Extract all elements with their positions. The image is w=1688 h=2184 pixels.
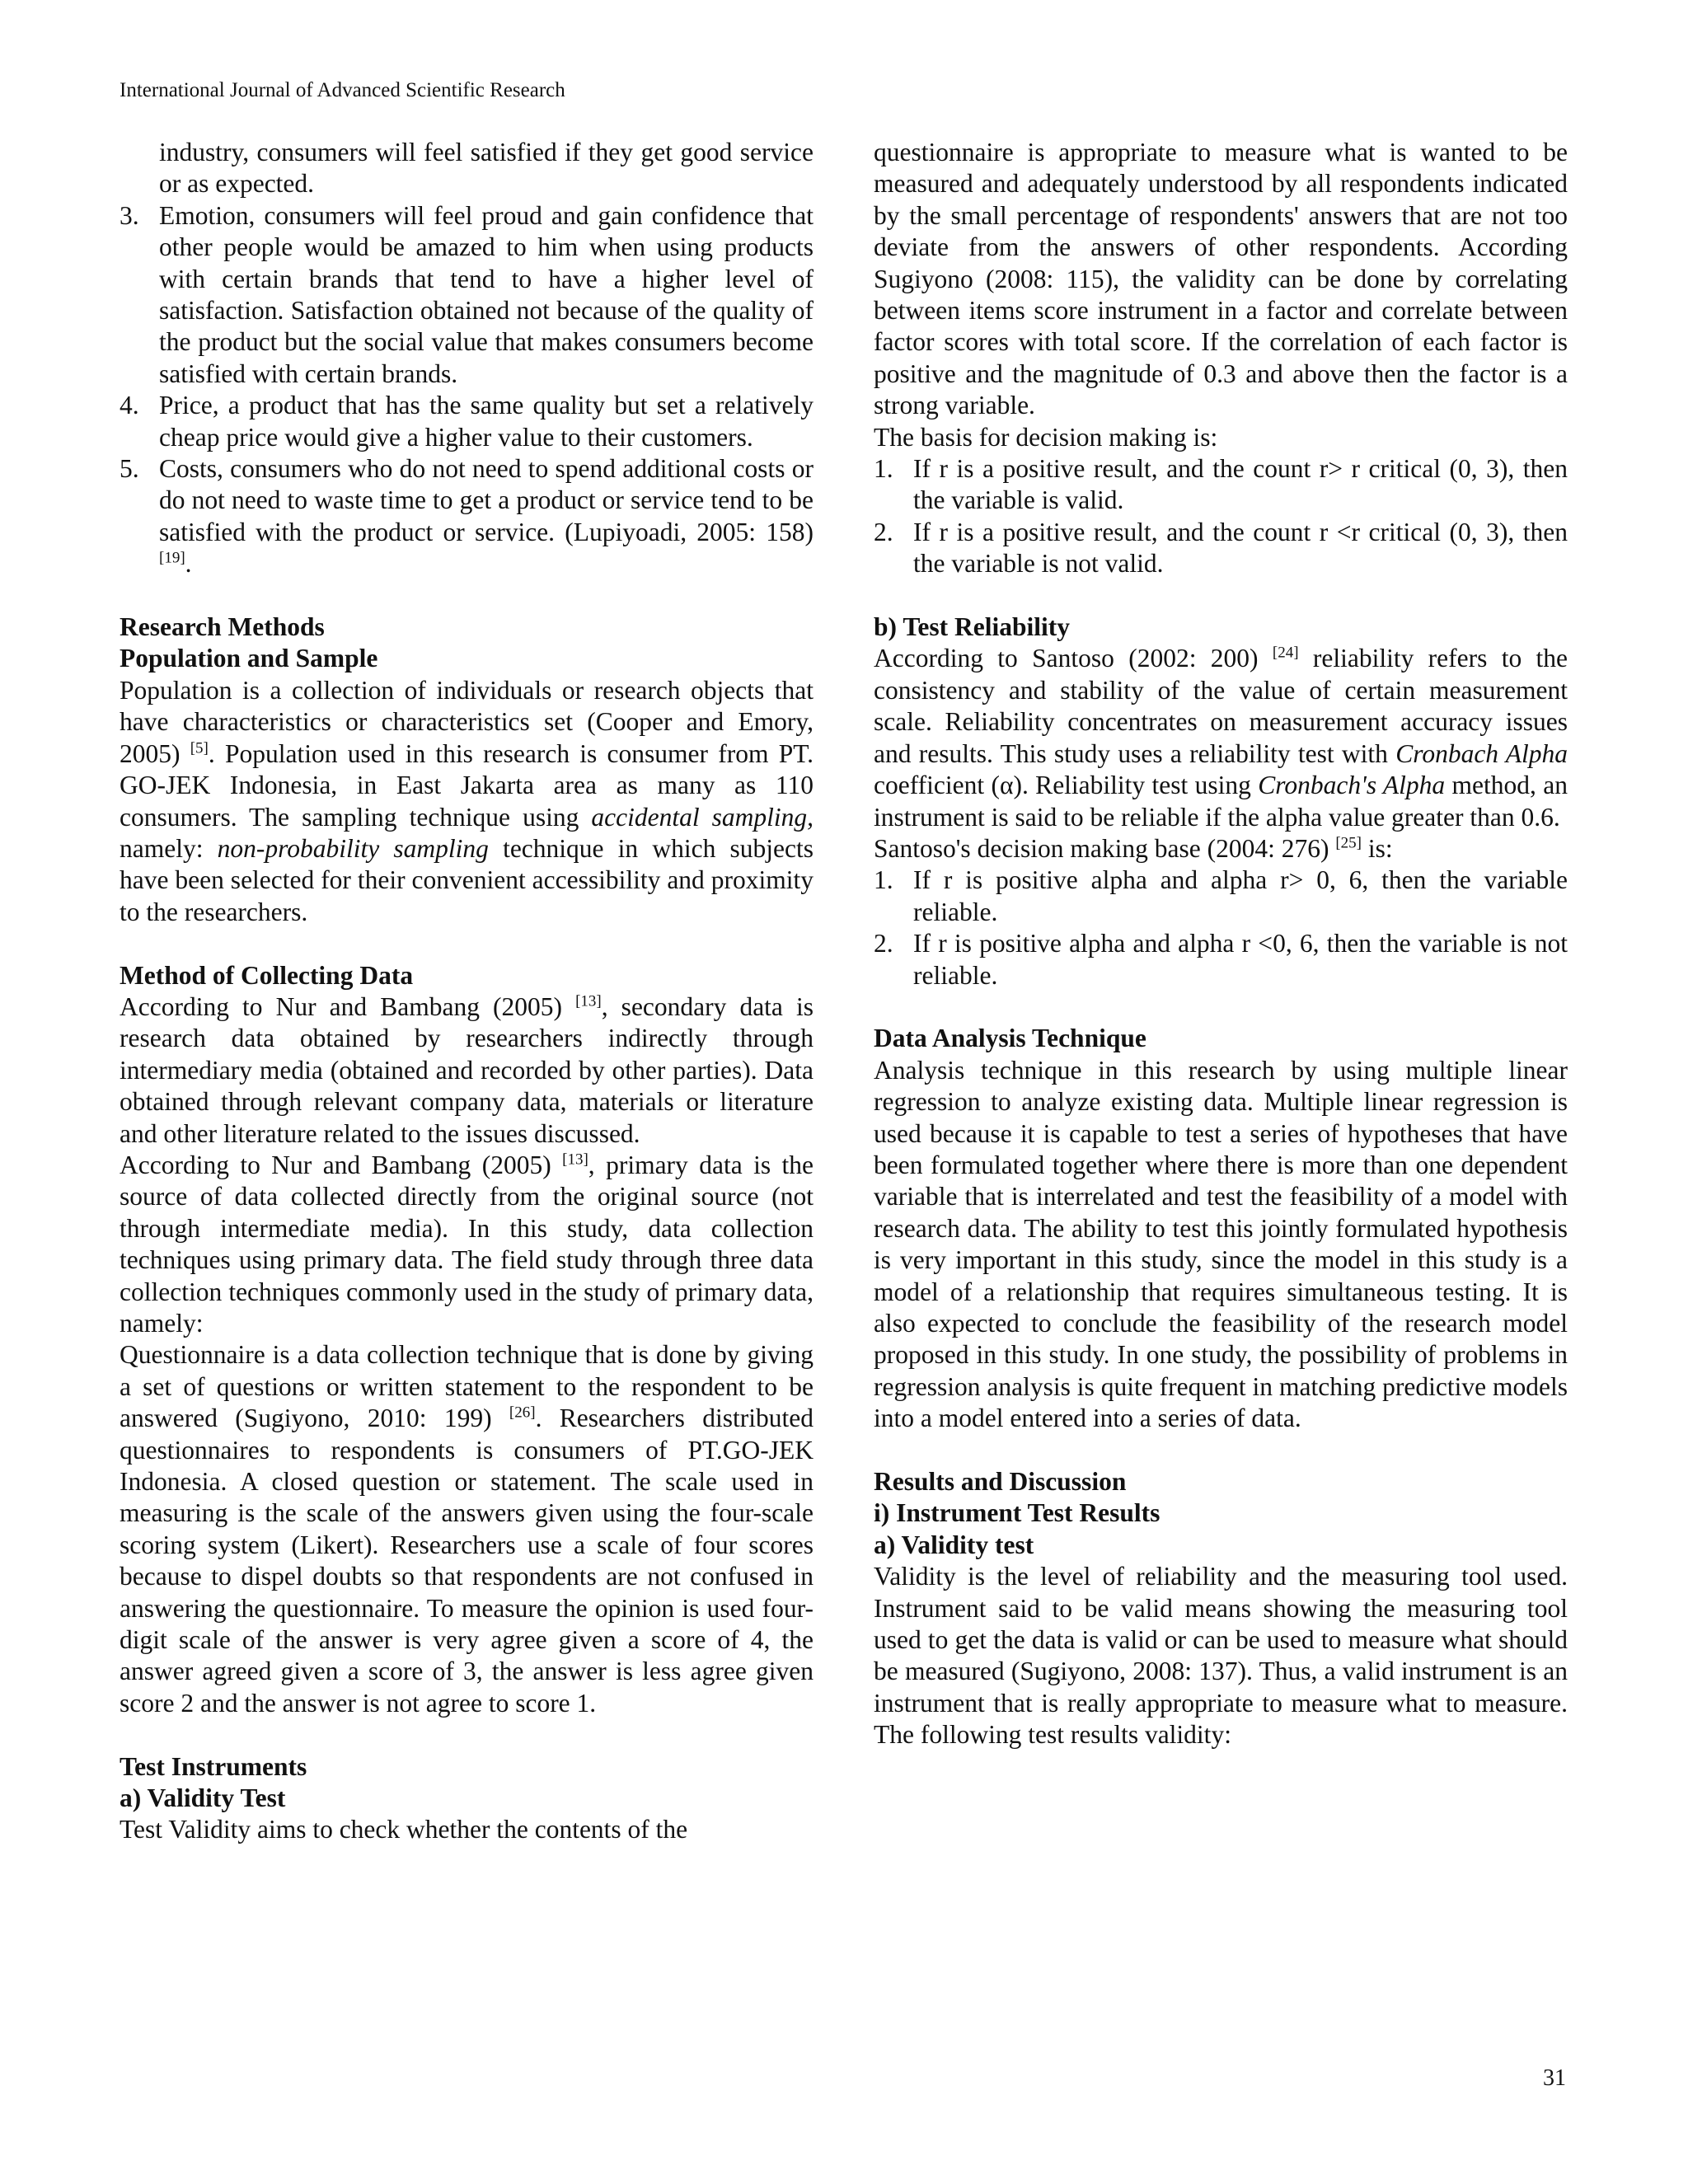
heading-validity-test-results: a) Validity test (874, 1530, 1034, 1559)
list-number: 3. (120, 200, 139, 230)
list-item (874, 453, 1568, 517)
citation: [5] (190, 739, 209, 757)
citation: [26] (509, 1404, 536, 1422)
heading-data-analysis: Data Analysis Technique (874, 1024, 1146, 1053)
list-number: 2. (874, 517, 893, 546)
paragraph-validity-start: Test Validity aims to check whether the contents of the (120, 1815, 688, 1844)
heading-test-reliability: b) Test Reliability (874, 612, 1071, 642)
heading-test-instruments: Test Instruments (120, 1751, 307, 1781)
paragraph-validity-results: Validity is the level of reliability and the measuring tool used. Instrument said to be valid means showing the measuring tool used to get the data is valid or can be used to measure what should be measured (Sugiyono, 2008: 137). Thus, a valid instrument is an instrument that is really appropriate to measure what to measure. The following test results validity: (874, 1562, 1568, 1750)
list-item (874, 865, 1568, 928)
list-item (120, 390, 814, 453)
paragraph-primary-data: According to Nur and Bambang (2005) [13], primary data is the source of data collected directly from the original source (not through intermediate media). In this study, data collection techniques using primary data. The field study through three data collection techniques commonly used in the study of primary data, namely: (120, 1150, 814, 1338)
citation: [25] (1335, 834, 1362, 852)
list-text: Price, a product that has the same quality but set a relatively cheap price would give a higher value to their customers. (159, 391, 814, 452)
citation: [19] (159, 549, 185, 567)
list-text: If r is a positive result, and the count r> r critical (0, 3), then the variable is valid. (913, 454, 1568, 515)
citation: [13] (575, 992, 602, 1010)
paragraph-data-analysis: Analysis technique in this research by using multiple linear regression to analyze existing data. Multiple linear regression is used because it is capable to test a series of hypotheses that have been formulated together where there is more than one dependent variable that is interrelated and test the feasibility of a model with research data. The ability to test this jointly formulated hypothesis is very important in this study, since the model in this study is a model of a relationship that requires simultaneous testing. It is also expected to conclude the feasibility of the research model proposed in this study. In one study, the possibility of problems in regression analysis is quite frequent in matching predictive models into a model entered into a series of data. (874, 1055, 1568, 1433)
list-item (120, 453, 814, 580)
paragraph-decision-basis: The basis for decision making is: (874, 422, 1218, 452)
list-number: 5. (120, 454, 139, 484)
heading-research-methods: Research Methods (120, 612, 325, 642)
heading-instrument-results: i) Instrument Test Results (874, 1498, 1160, 1528)
list-number: 1. (874, 454, 893, 484)
citation: [13] (562, 1151, 588, 1169)
paragraph-reliability: According to Santoso (2002: 200) [24] reliability refers to the consistency and stability of the value of certain measurement scale. Reliability concentrates on measurement accuracy issues and results. This study uses a reliability test with Cronbach Alpha coefficient (α). Reliability test using Cronbach's Alpha method, an instrument is said to be reliable if the alpha value greater than 0.6. (874, 644, 1568, 832)
list-number: 4. (120, 391, 139, 420)
journal-header: International Journal of Advanced Scientific Research (120, 79, 565, 101)
list-number: 1. (874, 865, 893, 895)
paragraph-validity-continued: questionnaire is appropriate to measure what is wanted to be measured and adequately understood by all respondents indicated by the small percentage of respondents' answers that are not too deviate from the answers of other respondents. According Sugiyono (2008: 115), the validity can be done by correlating between items score instrument in a factor and correlate between factor scores with total score. If the correlation of each factor is positive and the magnitude of 0.3 and above then the factor is a strong variable. (874, 138, 1568, 420)
right-column (874, 137, 1568, 1751)
list-text: If r is positive alpha and alpha r> 0, 6, then the variable reliable. (913, 865, 1568, 926)
paragraph-population: Population is a collection of individuals or research objects that have characteristics or characteristics set (Cooper and Emory, 2005) [5]. Population used in this research is consumer from PT. GO-JEK Indonesia, in East Jakarta area as many as 110 consumers. The sampling technique using accidental sampling, namely: non-probability sampling technique in which subjects have been selected for their convenient accessibility and proximity to the researchers. (120, 675, 814, 926)
page-number: 31 (1543, 2065, 1566, 2091)
list-text: Emotion, consumers will feel proud and gain confidence that other people would be amazed to him when using products with certain brands that tend to have a higher level of satisfaction. Satisfaction obtained not because of the quality of the product but the social value that makes consumers become satisfied with certain brands. (159, 200, 814, 388)
list-item (874, 928, 1568, 991)
paragraph-santoso-base: Santoso's decision making base (2004: 276) [25] is: (874, 833, 1393, 863)
heading-collecting-data: Method of Collecting Data (120, 960, 414, 990)
list-text-end: . (185, 549, 192, 579)
list-number: 2. (874, 929, 893, 958)
citation: [24] (1272, 644, 1299, 662)
list-item (120, 200, 814, 390)
paragraph-secondary-data: According to Nur and Bambang (2005) [13], secondary data is research data obtained by researchers indirectly through intermediary media (obtained and recorded by other parties). Data obtained through relevant company data, materials or literature and other literature related to the issues discussed. (120, 991, 814, 1148)
list-item-continuation: industry, consumers will feel satisfied if they get good service or as expected. (159, 138, 814, 199)
list-text: Costs, consumers who do not need to spend additional costs or do not need to waste time to get a product or service tend to be satisfied with the product or service. (Lupiyoadi, 2005: 158) (159, 454, 814, 546)
heading-validity-test: a) Validity Test (120, 1783, 286, 1813)
paragraph-questionnaire: Questionnaire is a data collection technique that is done by giving a set of questions or written statement to the respondent to be answered (Sugiyono, 2010: 199) [26]. Researchers distributed questionnaires to respondents is consumers of PT.GO-JEK Indonesia. A closed question or statement. The scale used in measuring is the scale of the answers given using the four-scale scoring system (Likert). Researchers use a scale of four scores because to dispel doubts so that respondents are not confused in answering the questionnaire. To measure the opinion is used four-digit scale of the answer is very agree given a score of 4, the answer agreed given a score of 3, the answer is less agree given score 2 and the answer is not agree to score 1. (120, 1340, 814, 1718)
heading-results-discussion: Results and Discussion (874, 1467, 1127, 1497)
left-column (120, 137, 814, 1846)
list-item (874, 517, 1568, 580)
list-text: If r is a positive result, and the count r <r critical (0, 3), then the variable is not valid. (913, 517, 1568, 579)
heading-population-sample: Population and Sample (120, 644, 378, 673)
list-text: If r is positive alpha and alpha r <0, 6, then the variable is not reliable. (913, 929, 1568, 990)
